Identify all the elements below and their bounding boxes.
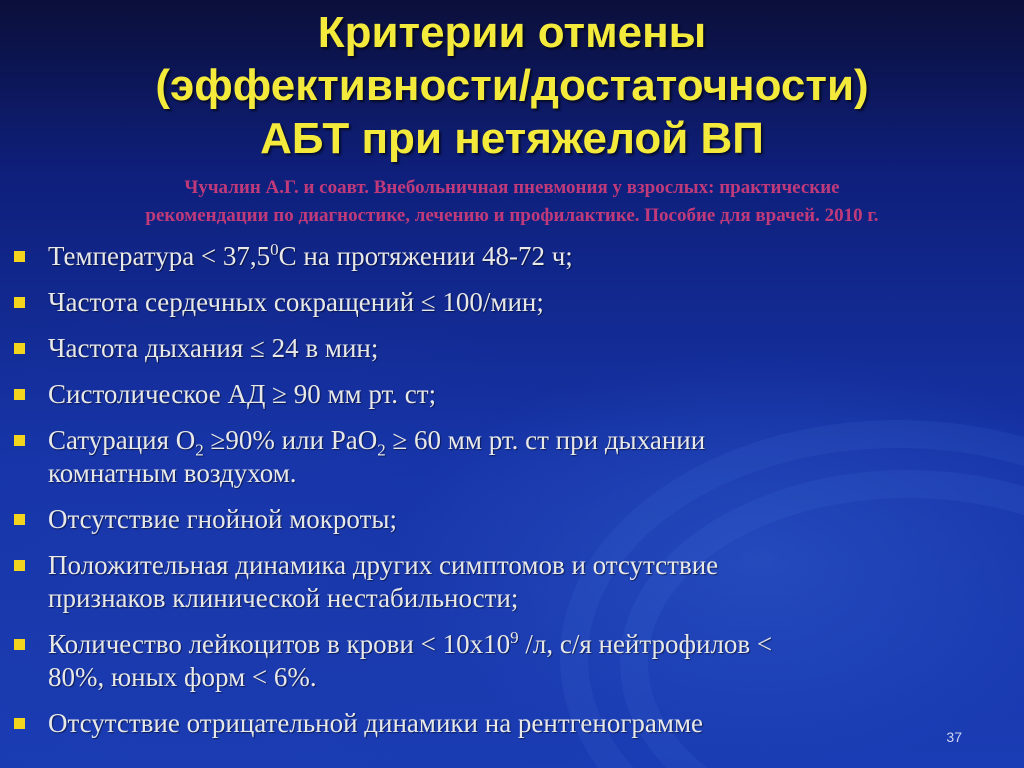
- reference-line-1: Чучалин А.Г. и соавт. Внебольничная пневмония у взрослых: практические: [184, 177, 840, 198]
- criterion-respiratory-rate: [10, 332, 1000, 365]
- criterion-text: Положительная динамика других симптомов и отсутствие: [48, 550, 719, 580]
- title-line-3: АБТ при нетяжелой ВП: [260, 114, 764, 163]
- reference-citation: [0, 174, 1024, 230]
- criterion-saturation: [10, 424, 1000, 490]
- criterion-text: Количество лейкоцитов в крови < $10х10^9$ /л, с/я нейтрофилов <: [48, 628, 773, 659]
- bullet-icon: [14, 639, 25, 650]
- criteria-list: [10, 240, 1000, 753]
- title-line-2: (эффективности/достаточности): [155, 61, 869, 110]
- title-line-1: Критерии отмены: [317, 8, 707, 57]
- bullet-icon: [14, 389, 25, 400]
- criterion-text-line-2: 80%, юных форм < 6%.: [48, 662, 317, 692]
- criterion-text-line-2: признаков клинической нестабильности;: [48, 583, 519, 613]
- bullet-icon: [14, 514, 25, 525]
- bullet-icon: [14, 435, 25, 446]
- criterion-leukocytes: [10, 628, 1000, 694]
- bullet-icon: [14, 343, 25, 354]
- criterion-heart-rate: [10, 286, 1000, 319]
- bullet-icon: [14, 251, 25, 262]
- criterion-systolic-pressure: [10, 378, 1000, 411]
- criterion-text: Сатурация $О_2 \ge 90\%$ или PaO$_2$ ≥ 60 мм рт. ст при дыхании: [48, 425, 706, 460]
- criterion-dynamics: [10, 549, 1000, 615]
- criterion-xray: [10, 707, 1000, 740]
- criterion-text: Частота дыхания ≤ 24 в мин;: [48, 333, 379, 363]
- slide-title: [0, 6, 1024, 165]
- criterion-text: Частота сердечных сокращений ≤ 100/мин;: [48, 287, 544, 317]
- bullet-icon: [14, 297, 25, 308]
- page-number: 37: [946, 729, 962, 745]
- criterion-temperature: [10, 240, 1000, 273]
- bullet-icon: [14, 718, 25, 729]
- criterion-text: Температура < $37,5^0С$ на протяжении 48-72 ч;: [48, 240, 573, 271]
- criterion-text: Отсутствие гнойной мокроты;: [48, 504, 398, 534]
- bullet-icon: [14, 560, 25, 571]
- reference-line-2: рекомендации по диагностике, лечению и профилактике. Пособие для врачей. 2010 г.: [145, 205, 879, 226]
- criterion-text-line-2: комнатным воздухом.: [48, 458, 297, 488]
- criterion-text: Отсутствие отрицательной динамики на рентгенограмме: [48, 708, 704, 738]
- criterion-sputum: [10, 503, 1000, 536]
- criterion-text: Систолическое АД ≥ 90 мм рт. ст;: [48, 379, 437, 409]
